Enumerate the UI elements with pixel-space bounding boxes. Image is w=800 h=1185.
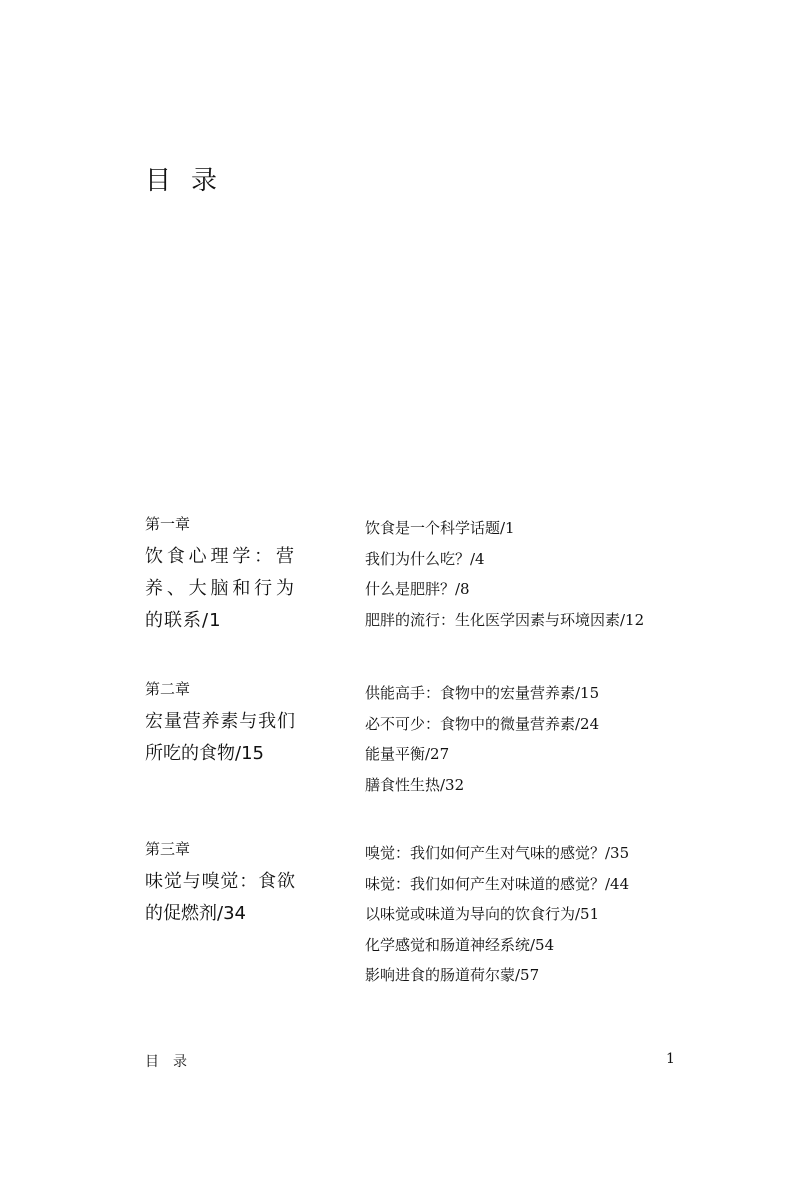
chapter-label: 第三章: [145, 840, 191, 858]
toc-entry[interactable]: 肥胖的流行：生化医学因素与环境因素/12: [365, 610, 645, 629]
chapter-title[interactable]: 宏量营养素与我们所吃的食物/15: [145, 711, 295, 764]
page-number: 1: [666, 1051, 675, 1067]
toc-entry[interactable]: 必不可少：食物中的微量营养素/24: [365, 714, 600, 733]
running-footer-title: 目录: [145, 1054, 201, 1070]
section-list: [365, 838, 629, 991]
toc-entry[interactable]: 膳食性生热/32: [365, 775, 465, 794]
toc-entry[interactable]: 能量平衡/27: [365, 745, 450, 763]
toc-entry[interactable]: 味觉：我们如何产生对味道的感觉？/44: [365, 874, 630, 893]
toc-entry[interactable]: 影响进食的肠道荷尔蒙/57: [365, 966, 540, 984]
toc-entry[interactable]: 供能高手：食物中的宏量营养素/15: [365, 684, 600, 702]
section-list: [365, 513, 644, 635]
toc-entry[interactable]: 嗅觉：我们如何产生对气味的感觉？/35: [365, 844, 630, 862]
chapter-label: 第二章: [145, 680, 191, 698]
toc-entry[interactable]: 以味觉或味道为导向的饮食行为/51: [365, 905, 600, 923]
page-title: 目录: [145, 166, 238, 196]
chapter-title[interactable]: 饮食心理学：营养、大脑和行为的联系/1: [145, 546, 295, 631]
chapter-title[interactable]: 味觉与嗅觉：食欲的促燃剂/34: [145, 871, 295, 924]
toc-entry[interactable]: 饮食是一个科学话题/1: [365, 519, 515, 537]
toc-entry[interactable]: 化学感觉和肠道神经系统/54: [365, 935, 555, 954]
toc-entry[interactable]: 我们为什么吃？/4: [365, 549, 485, 568]
section-list: [365, 678, 599, 800]
chapter-label: 第一章: [145, 515, 191, 533]
toc-entry[interactable]: 什么是肥胖？/8: [365, 580, 470, 598]
